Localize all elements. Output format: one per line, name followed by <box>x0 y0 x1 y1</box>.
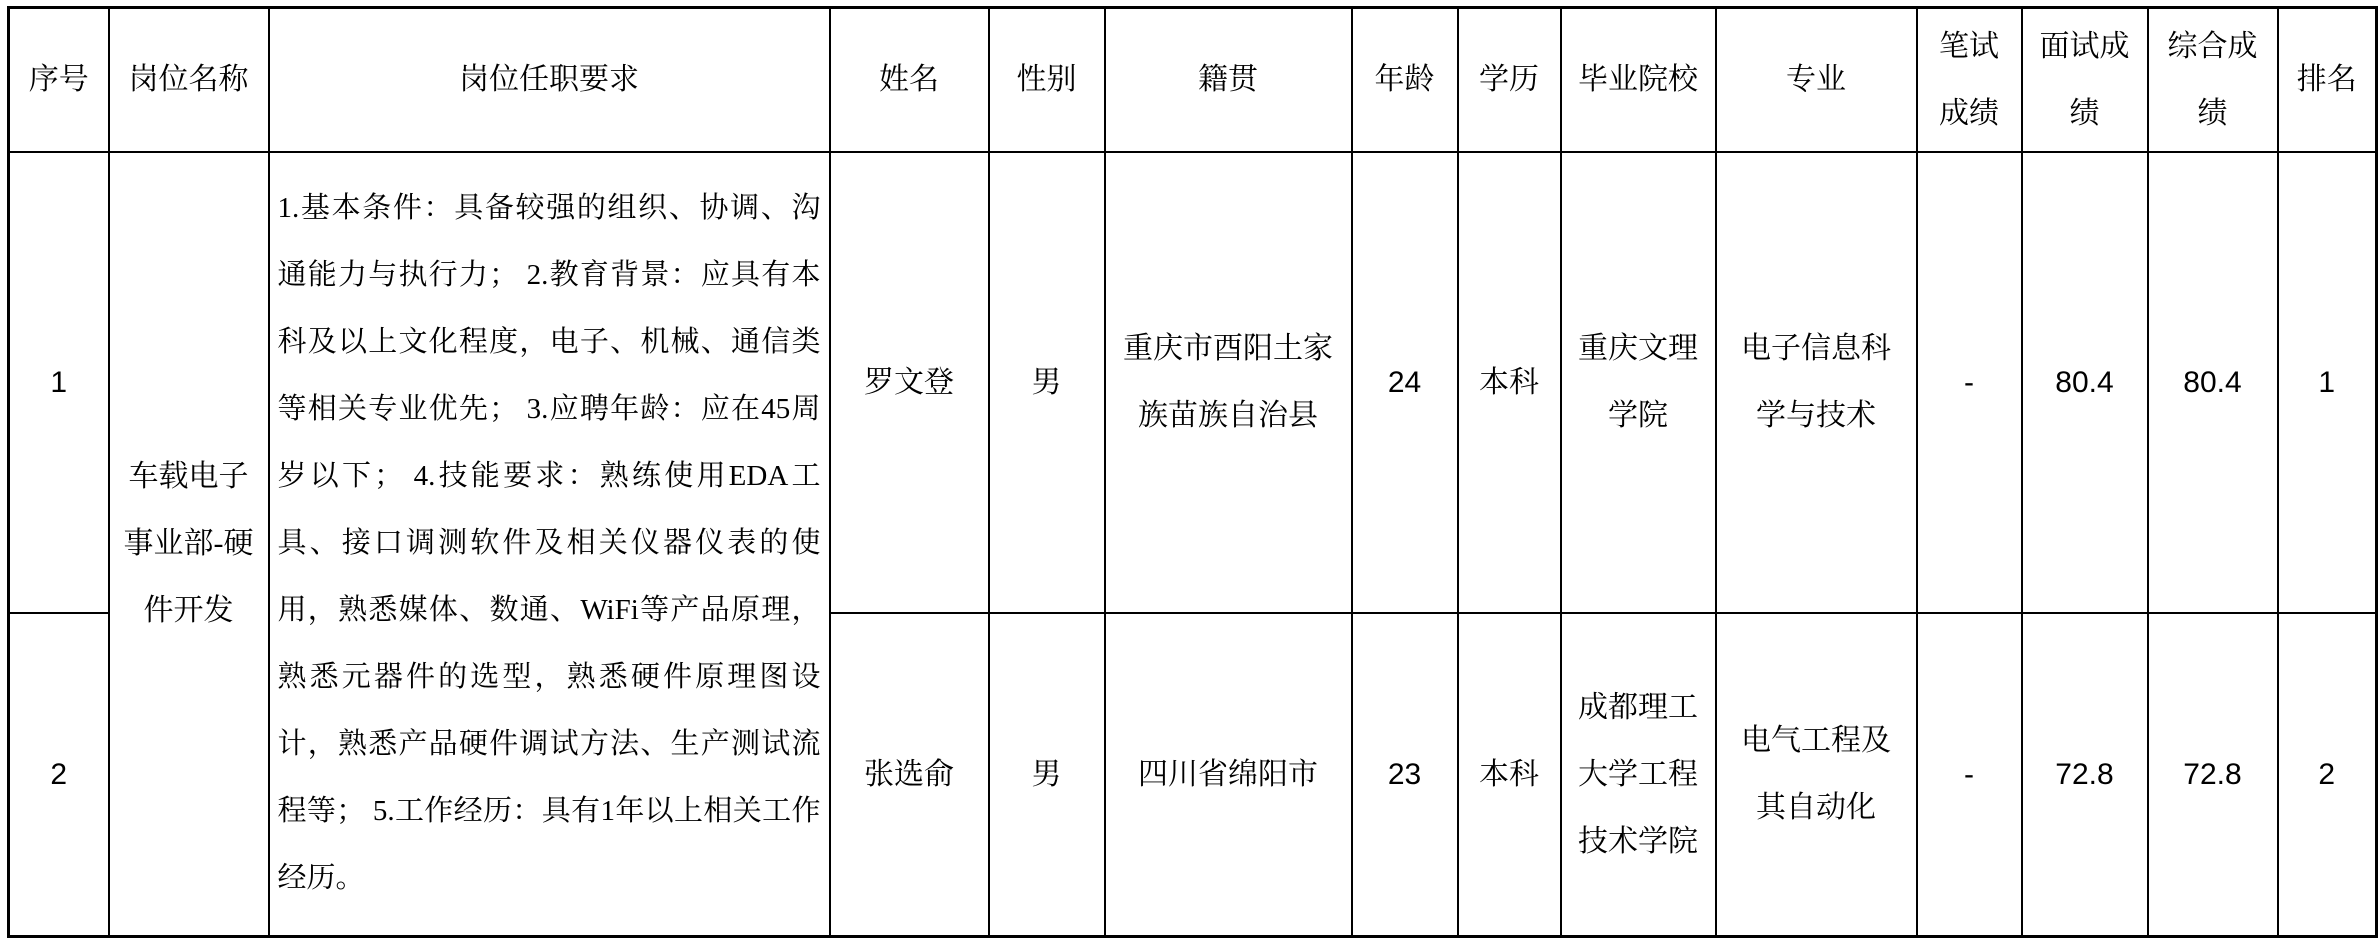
cell-written-score: - <box>1917 152 2022 613</box>
candidate-score-table <box>7 6 2378 938</box>
column-header-school: 毕业院校 <box>1561 8 1716 152</box>
column-header-index: 序号 <box>9 8 109 152</box>
column-header-education: 学历 <box>1458 8 1561 152</box>
cell-requirements-merged: 1.基本条件：具备较强的组织、协调、沟通能力与执行力； 2.教育背景：应具有本科及以上文化程度，电子、机械、通信类等相关专业优先； 3.应聘年龄：应在45周岁以下； 4.技能要求：熟练使用EDA工具、接口调测软件及相关仪器仪表的使用，熟悉媒体、数通、WiFi等产品原理，熟悉元器件的选型，熟悉硬件原理图设计，熟悉产品硬件调试方法、生产测试流程等； 5.工作经历：具有1年以上相关工作经历。 <box>269 152 830 937</box>
cell-school: 重庆文理学院 <box>1561 152 1716 613</box>
cell-rank: 2 <box>2278 613 2377 937</box>
table-header-row <box>9 8 2377 152</box>
cell-birthplace: 四川省绵阳市 <box>1105 613 1352 937</box>
cell-age: 24 <box>1352 152 1458 613</box>
cell-age: 23 <box>1352 613 1458 937</box>
table-row <box>9 152 2377 613</box>
cell-education: 本科 <box>1458 152 1561 613</box>
column-header-major: 专业 <box>1716 8 1917 152</box>
cell-gender: 男 <box>989 613 1105 937</box>
cell-gender: 男 <box>989 152 1105 613</box>
cell-birthplace: 重庆市酉阳土家族苗族自治县 <box>1105 152 1352 613</box>
cell-index: 2 <box>9 613 109 937</box>
column-header-interview-score: 面试成绩 <box>2022 8 2148 152</box>
column-header-gender: 性别 <box>989 8 1105 152</box>
column-header-position: 岗位名称 <box>109 8 269 152</box>
cell-rank: 1 <box>2278 152 2377 613</box>
column-header-requirements: 岗位任职要求 <box>269 8 830 152</box>
cell-name: 罗文登 <box>830 152 989 613</box>
column-header-written-score: 笔试成绩 <box>1917 8 2022 152</box>
cell-name: 张选俞 <box>830 613 989 937</box>
cell-education: 本科 <box>1458 613 1561 937</box>
cell-interview-score: 72.8 <box>2022 613 2148 937</box>
column-header-birthplace: 籍贯 <box>1105 8 1352 152</box>
cell-position-merged: 车载电子事业部-硬件开发 <box>109 152 269 937</box>
cell-index: 1 <box>9 152 109 613</box>
cell-interview-score: 80.4 <box>2022 152 2148 613</box>
cell-major: 电子信息科学与技术 <box>1716 152 1917 613</box>
cell-composite-score: 80.4 <box>2148 152 2278 613</box>
column-header-age: 年龄 <box>1352 8 1458 152</box>
cell-written-score: - <box>1917 613 2022 937</box>
cell-school: 成都理工大学工程技术学院 <box>1561 613 1716 937</box>
cell-major: 电气工程及其自动化 <box>1716 613 1917 937</box>
cell-composite-score: 72.8 <box>2148 613 2278 937</box>
column-header-name: 姓名 <box>830 8 989 152</box>
column-header-composite-score: 综合成绩 <box>2148 8 2278 152</box>
column-header-rank: 排名 <box>2278 8 2377 152</box>
